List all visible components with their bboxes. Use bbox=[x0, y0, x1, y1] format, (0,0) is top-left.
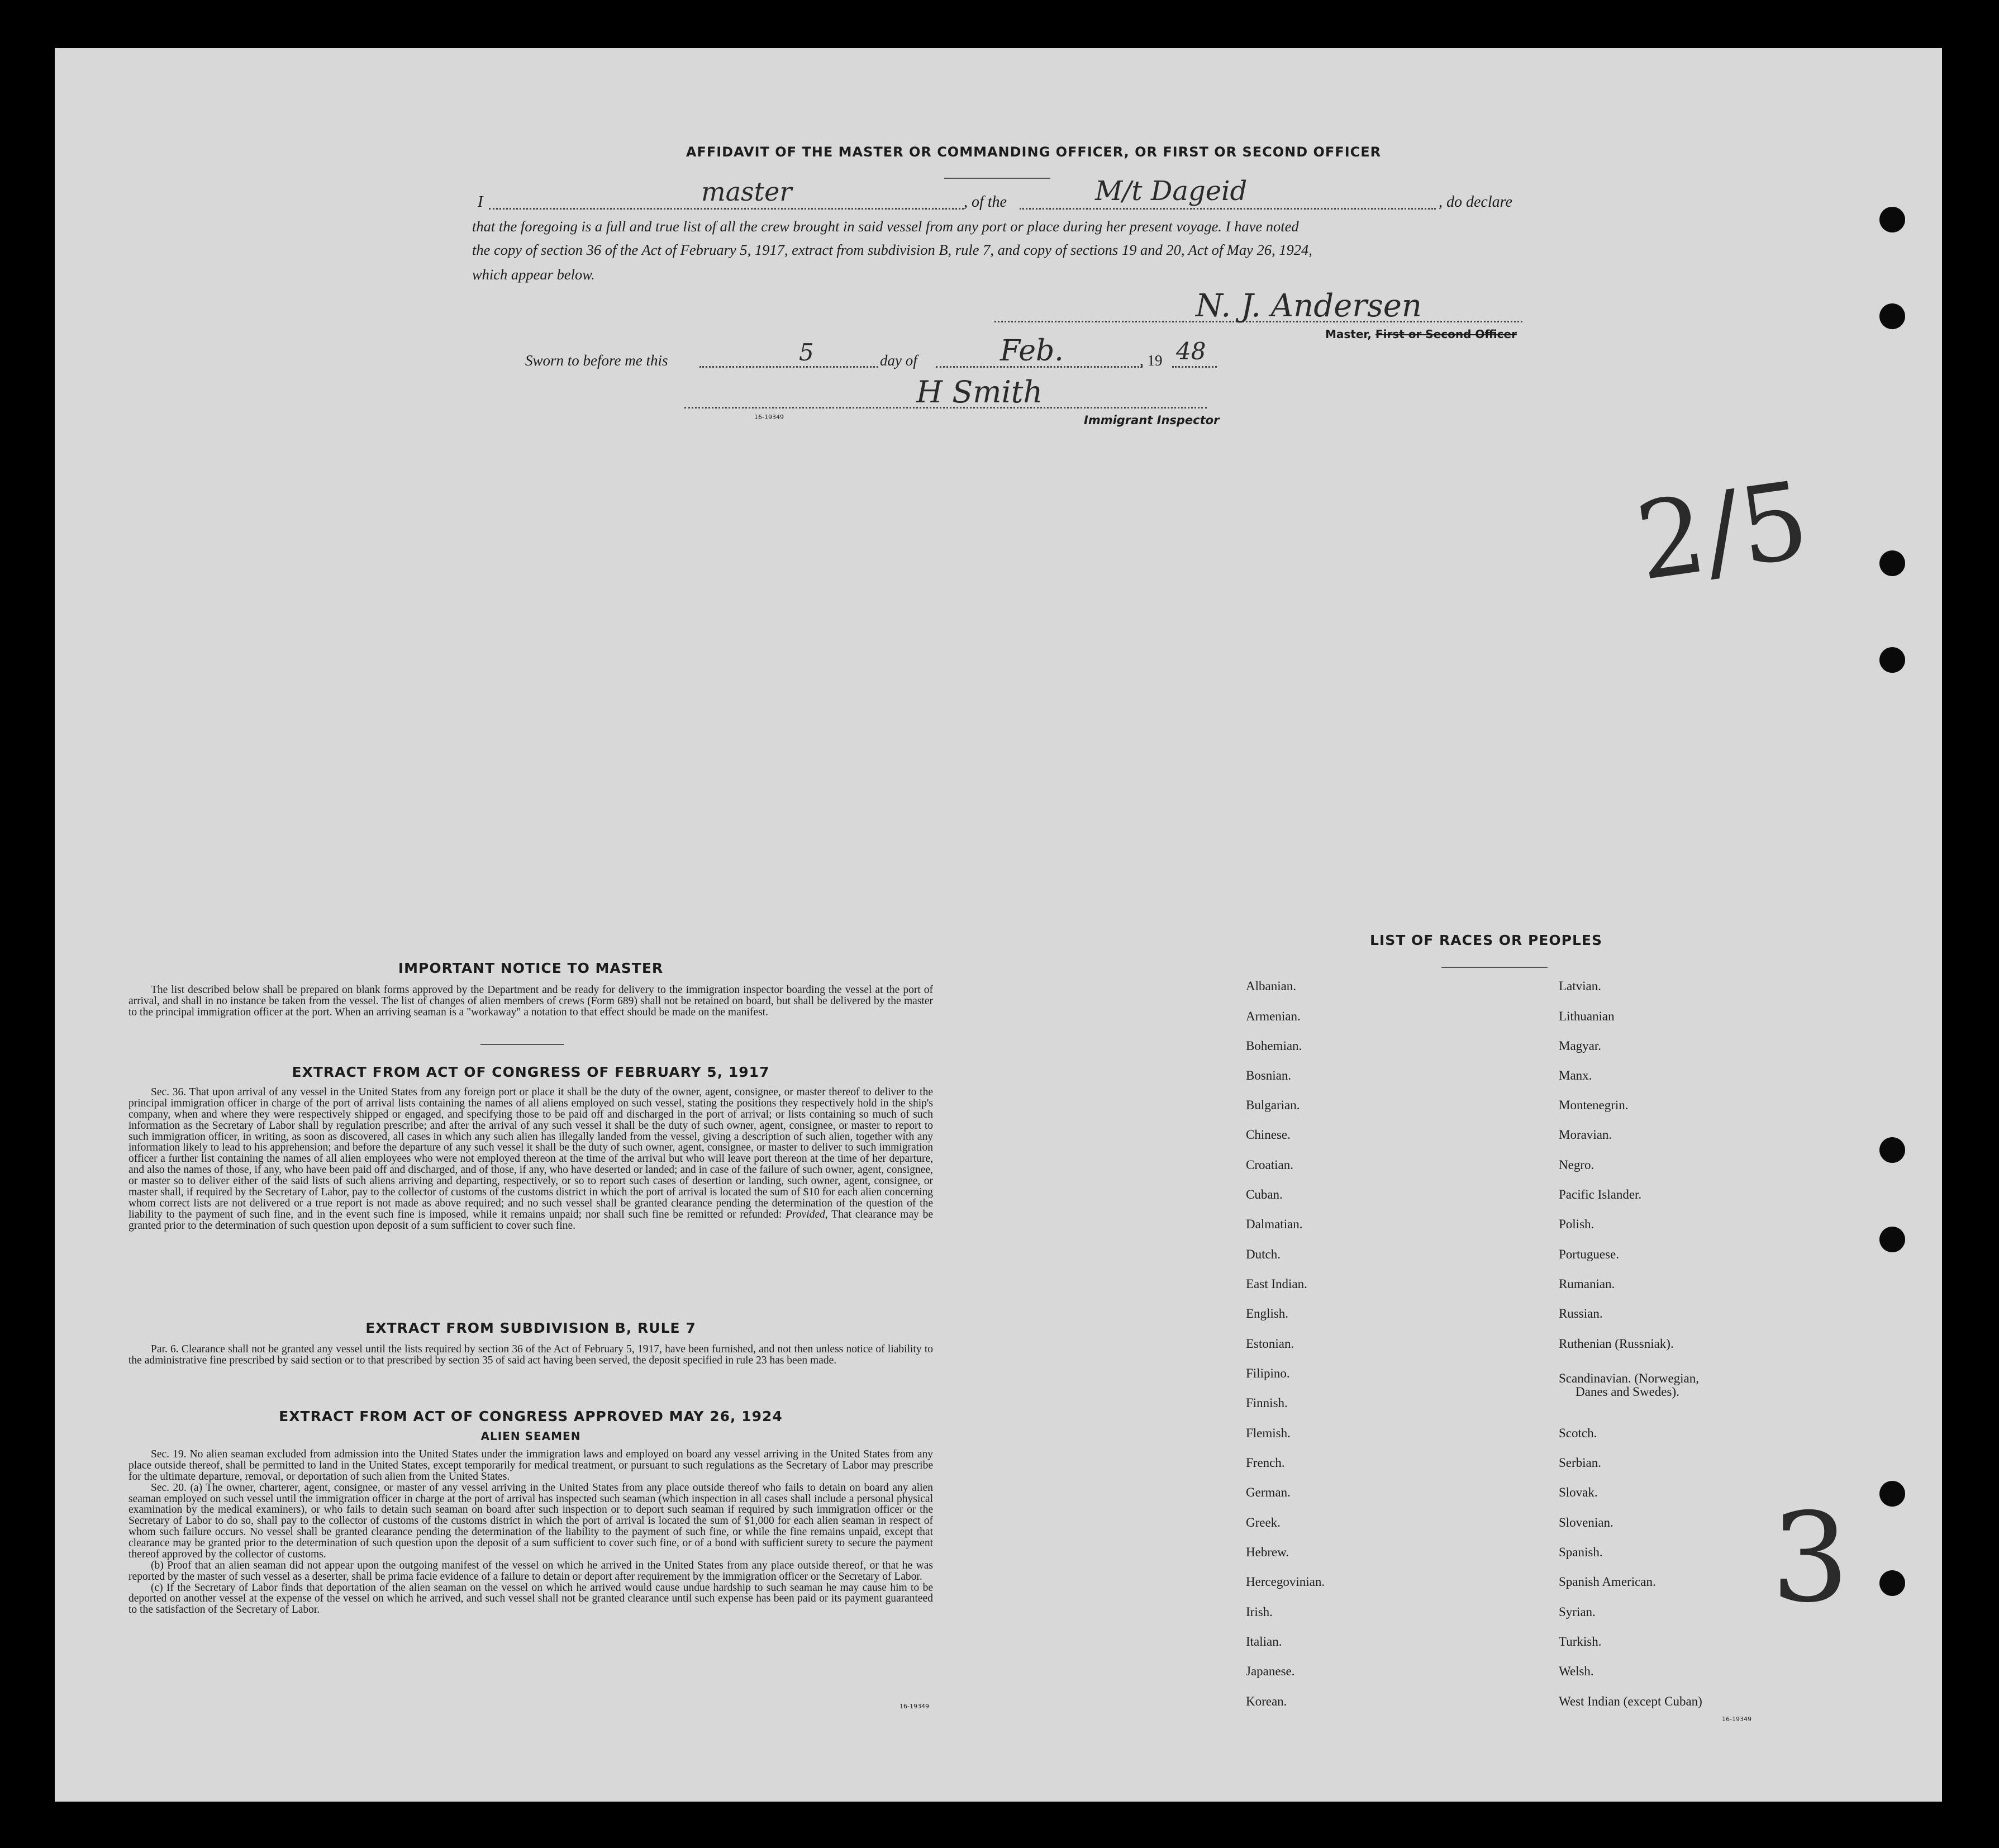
race-item: Slovak. bbox=[1559, 1485, 1598, 1499]
race-item: Filipino. bbox=[1246, 1366, 1290, 1380]
sec20a-text: Sec. 20. (a) The owner, charterer, agent, consignee, or master of any vessel arriving in the United States from any place outside thereof who fails to detain on board any alien seaman employed on such vessel until the immigration officer in charge at the port of arrival has inspected such seaman (which inspection in all cases shall include a personal physical examination by the medical examiners), or who fails to detain such seaman on board after such inspection or to deport such seaman if required by such immigration officer or the Secretary of Labor to do so, shall pay to the collector of customs of the customs district in which the port of arrival is located the sum of $1,000 for each alien seaman in respect of whom such failure occurs. No vessel shall be granted clearance pending the determination of the liability to the payment of such fine, or while the fine remains unpaid, except that clearance may be granted prior to the determination of such question upon the deposit of a sum sufficient to cover such fine, or of a bond with sufficient surety to secure the payment thereof approved by the collector of customs. bbox=[128, 1481, 933, 1560]
affidavit-line1 bbox=[478, 193, 1522, 216]
master-signature: N. J. Andersen bbox=[1196, 288, 1422, 324]
punch-hole bbox=[1879, 550, 1905, 576]
race-item: French. bbox=[1246, 1456, 1285, 1470]
day-of-label: day of bbox=[880, 352, 917, 369]
inspector-signature: H Smith bbox=[916, 374, 1043, 410]
race-item: Syrian. bbox=[1559, 1605, 1596, 1619]
form-number: 16-19349 bbox=[899, 1703, 929, 1710]
vessel-field-line bbox=[1020, 208, 1436, 210]
race-item: Rumanian. bbox=[1559, 1277, 1615, 1291]
extract1917-title: EXTRACT FROM ACT OF CONGRESS OF FEBRUARY 5, 1917 bbox=[292, 1064, 770, 1080]
race-item: Russian. bbox=[1559, 1307, 1603, 1320]
race-item: Finnish. bbox=[1246, 1396, 1288, 1410]
race-item: West Indian (except Cuban) bbox=[1559, 1694, 1702, 1708]
punch-hole bbox=[1879, 647, 1905, 673]
sworn-year-line bbox=[1172, 366, 1217, 368]
extract1924-title: EXTRACT FROM ACT OF CONGRESS APPROVED MAY 26, 1924 bbox=[279, 1408, 783, 1424]
signer-struck: First or Second Officer bbox=[1375, 327, 1517, 341]
extract1924-body bbox=[128, 1449, 933, 1616]
divider bbox=[944, 178, 1050, 179]
punch-hole bbox=[1879, 1137, 1905, 1163]
race-item: East Indian. bbox=[1246, 1277, 1307, 1291]
extract1924-subtitle: ALIEN SEAMEN bbox=[480, 1429, 581, 1443]
race-item: Slovenian. bbox=[1559, 1516, 1614, 1529]
affidavit-line4: which appear below. bbox=[472, 266, 595, 283]
race-item: Scandinavian. (Norwegian, bbox=[1559, 1371, 1700, 1385]
sworn-year: 48 bbox=[1176, 338, 1206, 365]
role-handwritten: master bbox=[701, 177, 792, 207]
of-the-label: , of the bbox=[964, 193, 1007, 211]
race-item: Flemish. bbox=[1246, 1426, 1291, 1440]
do-declare-label: , do declare bbox=[1439, 193, 1512, 211]
fraction-annotation: 2/5 bbox=[1629, 458, 1816, 605]
race-item: German. bbox=[1246, 1485, 1291, 1499]
race-item: Moravian. bbox=[1559, 1128, 1612, 1142]
race-item: Japanese. bbox=[1246, 1664, 1295, 1678]
race-item: Bulgarian. bbox=[1246, 1098, 1300, 1112]
divider bbox=[480, 1044, 564, 1045]
affidavit-line2: that the foregoing is a full and true list of all the crew brought in said vessel from any port or place during her present voyage. I have noted bbox=[472, 218, 1299, 235]
race-item: Pacific Islander. bbox=[1559, 1187, 1642, 1201]
race-item: Bohemian. bbox=[1246, 1039, 1302, 1053]
race-item: Dalmatian. bbox=[1246, 1217, 1303, 1231]
notice-text: The list described below shall be prepared on blank forms approved by the Department and be ready for delivery to the immigration inspector boarding the vessel at the port of arrival, and shall in no instance be taken from the vessel. The list of changes of alien members of crews (Form 689) shall not be retained on board, but shall be delivered by the master to the principal immigration officer at the port. When an arriving seaman is a "workaway" a notation to that effect should be made on the manifest. bbox=[128, 984, 933, 1018]
signer-label bbox=[1325, 327, 1517, 341]
race-item: Scotch. bbox=[1559, 1426, 1597, 1440]
sworn-day-line bbox=[699, 366, 878, 368]
race-item: Ruthenian (Russniak). bbox=[1559, 1337, 1674, 1351]
race-item: Bosnian. bbox=[1246, 1068, 1292, 1082]
race-item: Armenian. bbox=[1246, 1009, 1301, 1023]
role-field-line bbox=[489, 208, 964, 210]
race-item: Negro. bbox=[1559, 1158, 1595, 1172]
race-item: Latvian. bbox=[1559, 979, 1601, 993]
race-item: Italian. bbox=[1246, 1635, 1282, 1649]
sec20c-text: (c) If the Secretary of Labor finds that deportation of the alien seaman on the vessel on which he arrived would cause undue hardship to such seaman he may cause him to be deported on another vessel at the expense of the vessel on which he arrived, and such vessel shall not be granted clearance until such expense has been paid or its payment guaranteed to the satisfaction of the Secretary of Labor. bbox=[128, 1581, 933, 1616]
proviso-label: Provided, bbox=[786, 1208, 828, 1220]
races-title: LIST OF RACES OR PEOPLES bbox=[1370, 932, 1602, 948]
prefix-i: I bbox=[478, 193, 483, 211]
sec36-text: Sec. 36. That upon arrival of any vessel in the United States from any foreign port or place it shall be the duty of the owner, agent, consignee, or master thereof to deliver to the principal immigration officer in charge of the port of arrival lists containing the names of all aliens employed on such vessel, stating the positions they respectively hold in the ship's company, when and where they were respectively shipped or engaged, and specifying those to be paid off and discharged in the port of arrival; or lists containing so much of such information as the Secretary of Labor shall by regulation prescribe; and after the arrival of any such vessel it shall be the duty of such owner, agent, consignee, or master to report to such immigration officer, in writing, as soon as discovered, all cases in which any such alien has illegally landed from the vessel, giving a description of such alien, together with any information likely to lead to his apprehension; and before the departure of any such vessel it shall be the duty of such owner, agent, consignee, or master to deliver to such immigration officer a further list containing the names of all alien employees who were not employed thereon at the time of the arrival but who will leave port thereon at the time of her departure, and also the names of those, if any, who have been paid off and discharged, and of those, if any, who have deserted or landed; and in case of the failure of such owner, agent, consignee, or master so to deliver either of the said lists of such aliens arriving and departing, respectively, or so to report such cases of desertion or landing, such owner, agent, consignee, or master shall, if required by the Secretary of Labor, pay to the collector of customs of the customs district in which the port of arrival is located the sum of $10 for each alien concerning whom correct lists are not delivered or a true report is not made as above required; and no such vessel shall be granted clearance pending the determination of the question of the liability to the payment of such fine, and in the event such fine is imposed, while it remains unpaid; nor shall such fine be remitted or refunded: bbox=[128, 1086, 933, 1220]
notice-title: IMPORTANT NOTICE TO MASTER bbox=[398, 960, 664, 976]
race-item: Hercegovinian. bbox=[1246, 1575, 1325, 1589]
race-item: Cuban. bbox=[1246, 1187, 1283, 1201]
sec19-text: Sec. 19. No alien seaman excluded from admission into the United States under the immigration laws and employed on board any vessel arriving in the United States from any place outside thereof, shall be permitted to land in the United States, except temporarily for medical treatment, or pursuant to such regulations as the Secretary of Labor may prescribe for the ultimate departure, removal, or deportation of such alien from the United States. bbox=[128, 1448, 933, 1483]
race-item: Estonian. bbox=[1246, 1337, 1294, 1351]
sworn-prefix: Sworn to before me this bbox=[525, 352, 668, 369]
punch-hole bbox=[1879, 207, 1905, 232]
race-item: Turkish. bbox=[1559, 1635, 1602, 1649]
punch-hole bbox=[1879, 303, 1905, 329]
affidavit-line3: the copy of section 36 of the Act of February 5, 1917, extract from subdivision B, rule 7, and copy of sections 19 and 20, Act of May 26, 1924, bbox=[472, 241, 1312, 258]
extract1917-text bbox=[128, 1087, 933, 1231]
sworn-day: 5 bbox=[799, 339, 814, 366]
race-item: Serbian. bbox=[1559, 1456, 1602, 1470]
year-prefix: , 19 bbox=[1140, 352, 1163, 369]
divider bbox=[1441, 967, 1548, 968]
page-number-annotation: 3 bbox=[1771, 1486, 1849, 1630]
race-item: Spanish American. bbox=[1559, 1575, 1656, 1589]
punch-hole bbox=[1879, 1481, 1905, 1507]
race-item-cont: Danes and Swedes). bbox=[1576, 1385, 1679, 1399]
signer-master: Master, bbox=[1325, 327, 1372, 341]
race-item: Montenegrin. bbox=[1559, 1098, 1629, 1112]
race-item: Irish. bbox=[1246, 1605, 1273, 1619]
race-item: Korean. bbox=[1246, 1694, 1287, 1708]
race-item: Croatian. bbox=[1246, 1158, 1293, 1172]
race-item: Chinese. bbox=[1246, 1128, 1291, 1142]
race-item: Lithuanian bbox=[1559, 1009, 1615, 1023]
race-item: Albanian. bbox=[1246, 979, 1297, 993]
punch-hole bbox=[1879, 1227, 1905, 1252]
race-item: Dutch. bbox=[1246, 1247, 1281, 1261]
vessel-handwritten: M/t Dageid bbox=[1095, 175, 1248, 207]
sec20b-text: (b) Proof that an alien seaman did not appear upon the outgoing manifest of the vessel on which he arrived in the United States from any place outside thereof, or that he was reported by the master of such vessel as a deserter, shall be prima facie evidence of a failure to detain or deport after requirement by the immigration officer or the Secretary of Labor. bbox=[128, 1559, 933, 1583]
punch-hole bbox=[1879, 1570, 1905, 1596]
race-item: Manx. bbox=[1559, 1068, 1592, 1082]
proviso-text: That clearance may be granted prior to the determination of such question upon deposit of a sum sufficient to cover such fine. bbox=[128, 1208, 934, 1232]
affidavit-title: AFFIDAVIT OF THE MASTER OR COMMANDING OFFICER, OR FIRST OR SECOND OFFICER bbox=[686, 144, 1382, 160]
subdivisionB-text: Par. 6. Clearance shall not be granted any vessel until the lists required by section 36 of the Act of February 5, 1917, have been furnished, and not then unless notice of liability to the administrative fine prescribed by said section or to that prescribed by section 35 of said act having been served, the deposit specified in rule 23 has been made. bbox=[128, 1343, 933, 1366]
race-item: Hebrew. bbox=[1246, 1545, 1289, 1559]
subdivisionB-title: EXTRACT FROM SUBDIVISION B, RULE 7 bbox=[365, 1320, 696, 1336]
race-item: Polish. bbox=[1559, 1217, 1595, 1231]
race-item: Greek. bbox=[1246, 1516, 1281, 1529]
race-item: Spanish. bbox=[1559, 1545, 1603, 1559]
form-number: 16-19349 bbox=[754, 414, 784, 421]
race-item: Welsh. bbox=[1559, 1664, 1594, 1678]
race-item: Portuguese. bbox=[1559, 1247, 1619, 1261]
sworn-month: Feb. bbox=[1000, 334, 1064, 368]
inspector-label: Immigrant Inspector bbox=[1084, 414, 1220, 427]
form-number: 16-19349 bbox=[1722, 1716, 1751, 1723]
race-item: English. bbox=[1246, 1307, 1289, 1320]
race-item: Magyar. bbox=[1559, 1039, 1602, 1053]
